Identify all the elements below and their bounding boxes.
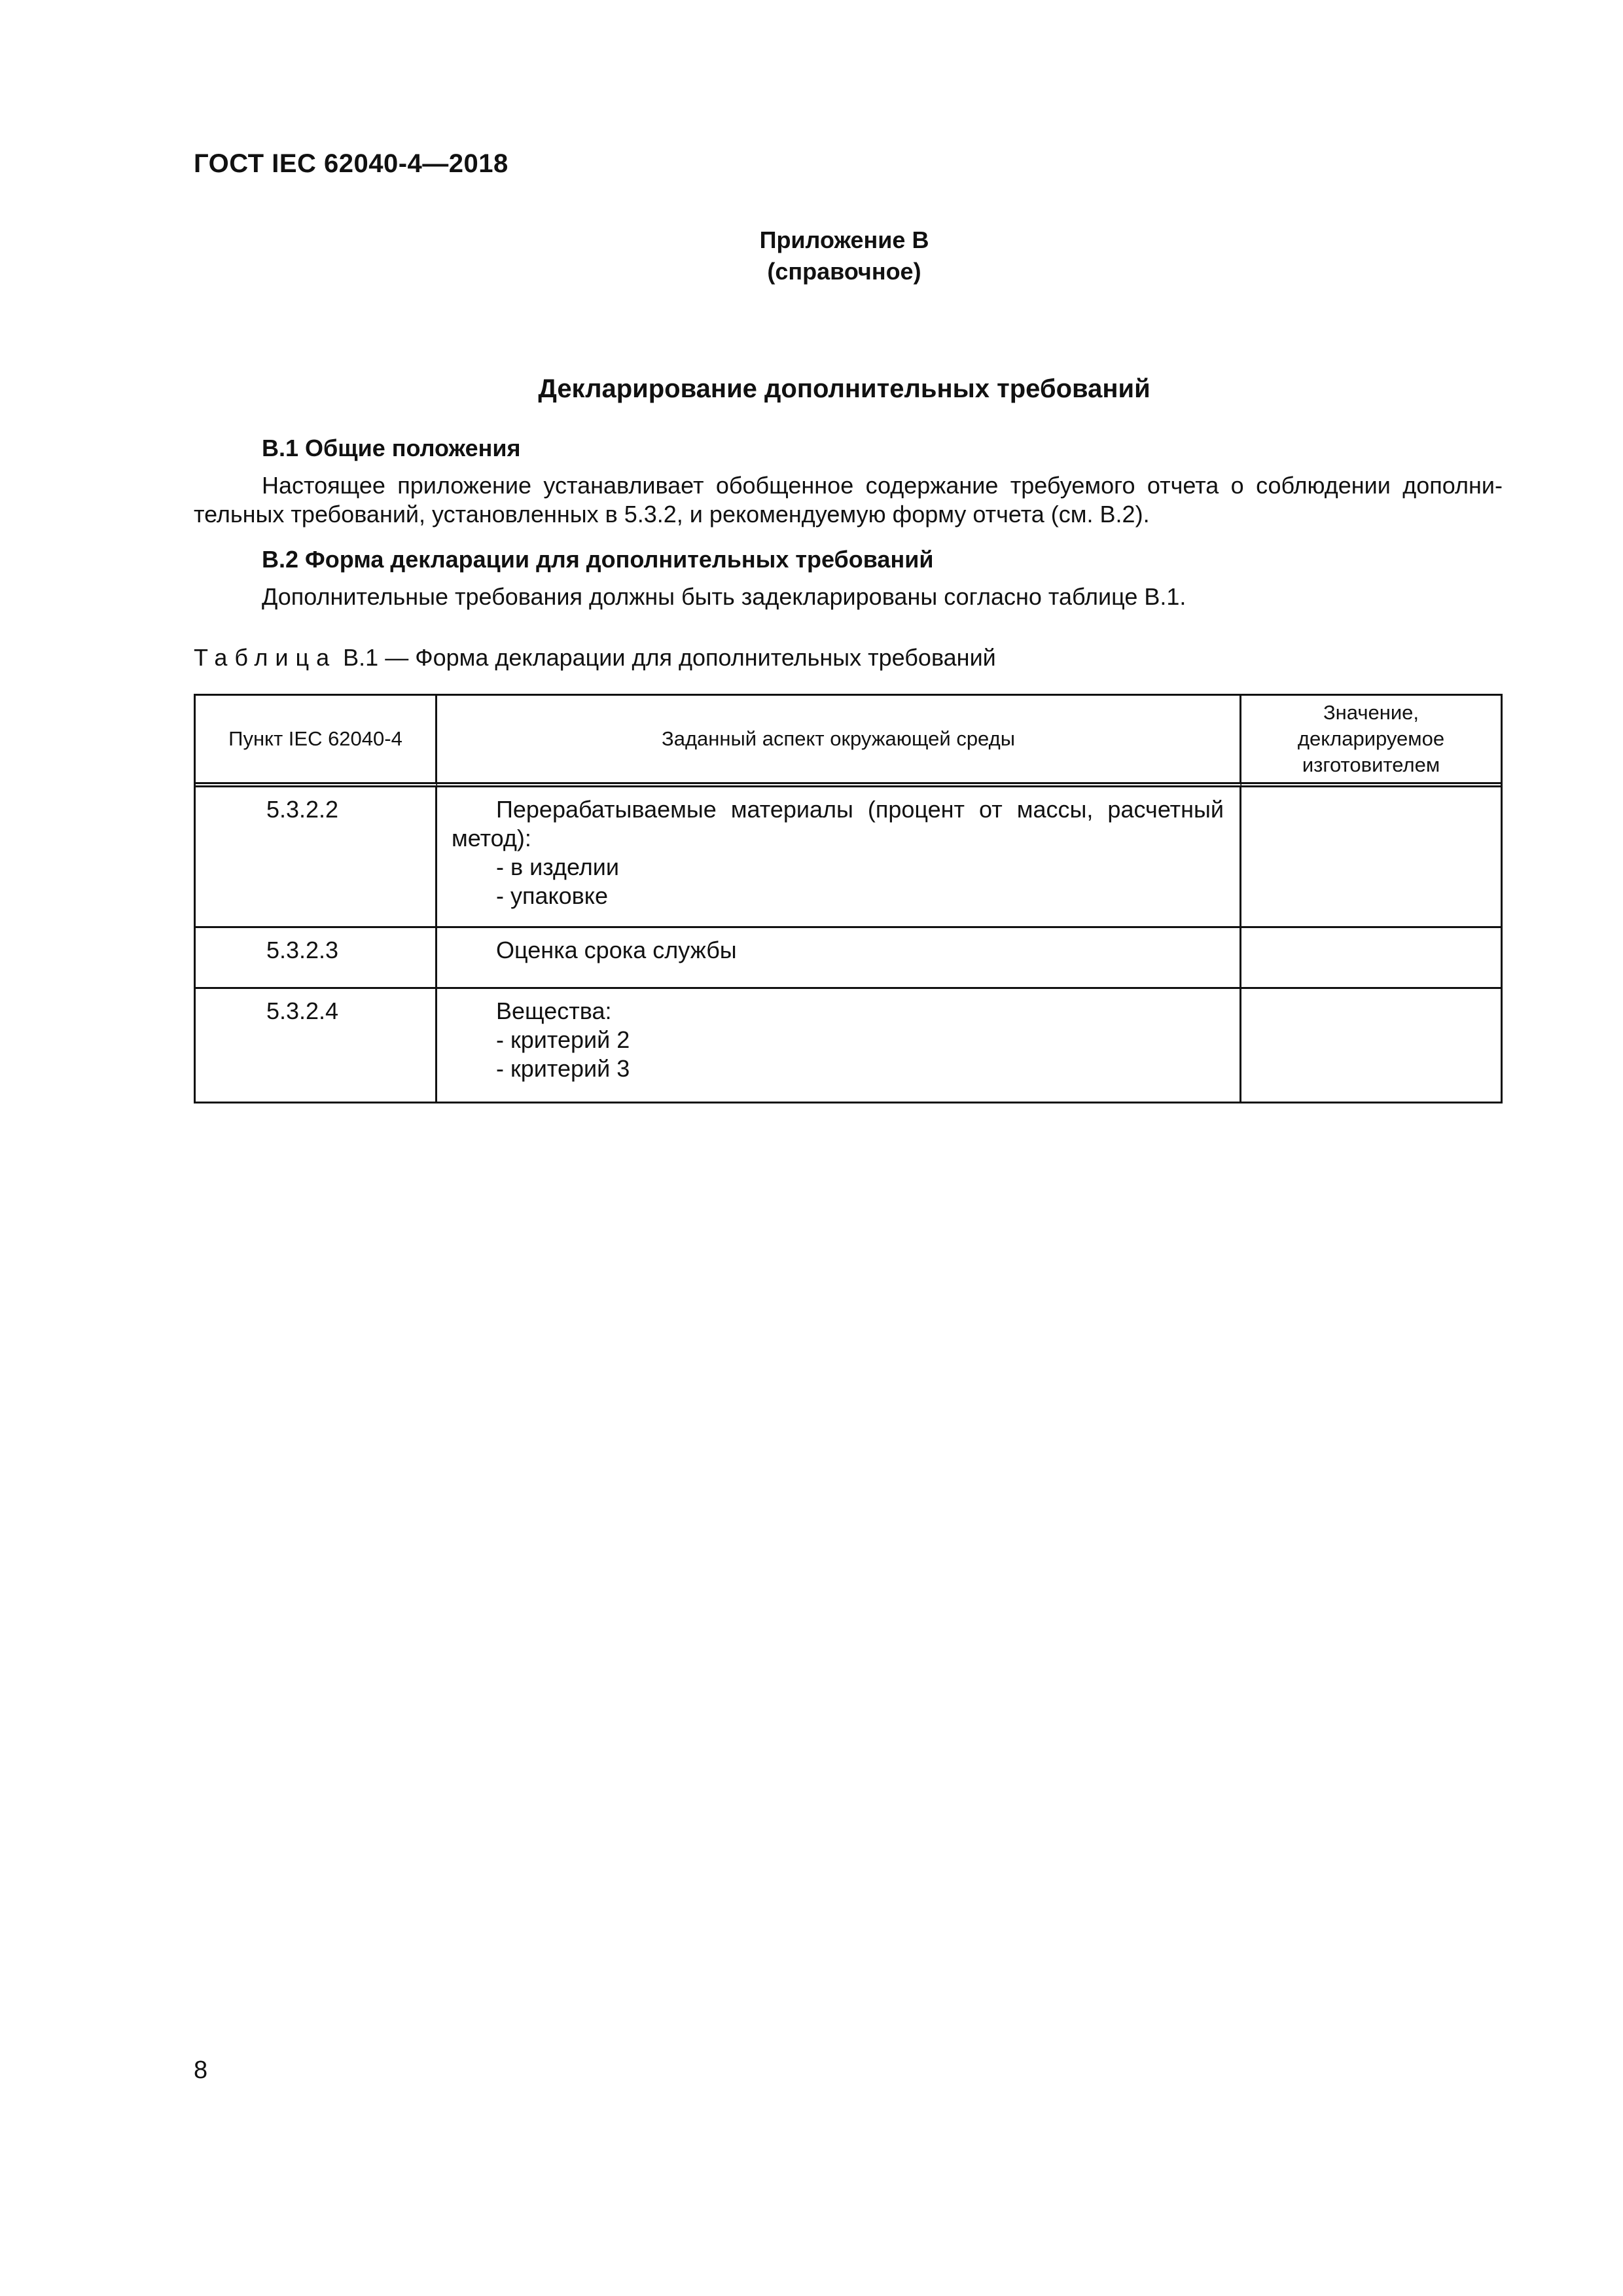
cell-declared-value	[1241, 787, 1501, 928]
aspect-text: Вещества:	[496, 997, 612, 1024]
header-aspect: Заданный аспект окружающей среды	[437, 696, 1241, 787]
table-caption	[194, 644, 996, 672]
cell-declared-value	[1241, 928, 1501, 989]
page-number: 8	[194, 2056, 208, 2084]
section-b1-title: В.1 Общие положения	[262, 435, 521, 461]
aspect-text: Перерабатываемые материалы (процент от массы, расчетный метод):	[452, 796, 1224, 852]
cell-clause: 5.3.2.4	[196, 989, 437, 1102]
table-row	[196, 928, 1501, 989]
aspect-item: - критерий 2	[496, 1026, 630, 1053]
declaration-table	[194, 694, 1503, 1103]
table-row	[196, 989, 1501, 1102]
section-b2-title: В.2 Форма декларации для дополнительных требований	[262, 546, 934, 573]
aspect-text: Оценка срока службы	[496, 937, 737, 963]
cell-aspect	[437, 989, 1241, 1102]
cell-declared-value	[1241, 989, 1501, 1102]
section-b1-paragraph: Настоящее приложение устанавливает обобщенное содержание требуемого отчета о соблюдении дополни-тельных требований, установленных в 5.3.2, и рекомендуемую форму отчета (см. В.2).	[194, 472, 1503, 528]
aspect-item: - в изделии	[496, 853, 619, 880]
cell-clause: 5.3.2.2	[196, 787, 437, 928]
cell-clause: 5.3.2.3	[196, 928, 437, 989]
document-header: ГОСТ IEC 62040-4—2018	[194, 149, 508, 178]
cell-aspect	[437, 787, 1241, 928]
header-declared-value: Значение, декларируемое изготовителем	[1241, 696, 1501, 787]
annex-title: Приложение В	[759, 226, 929, 253]
aspect-item: - критерий 3	[496, 1055, 630, 1082]
annex-status: (справочное)	[767, 258, 921, 285]
annex-heading: Декларирование дополнительных требований	[538, 374, 1150, 403]
table-caption-text: В.1 — Форма декларации для дополнительных требований	[343, 644, 996, 671]
section-b2-paragraph: Дополнительные требования должны быть задекларированы согласно таблице В.1.	[262, 583, 1186, 610]
table-caption-label: Таблица	[194, 644, 337, 671]
header-clause: Пункт IEC 62040-4	[196, 696, 437, 787]
cell-aspect	[437, 928, 1241, 989]
aspect-item: - упаковке	[496, 882, 608, 909]
table-header-row	[196, 696, 1501, 787]
table-row	[196, 787, 1501, 928]
